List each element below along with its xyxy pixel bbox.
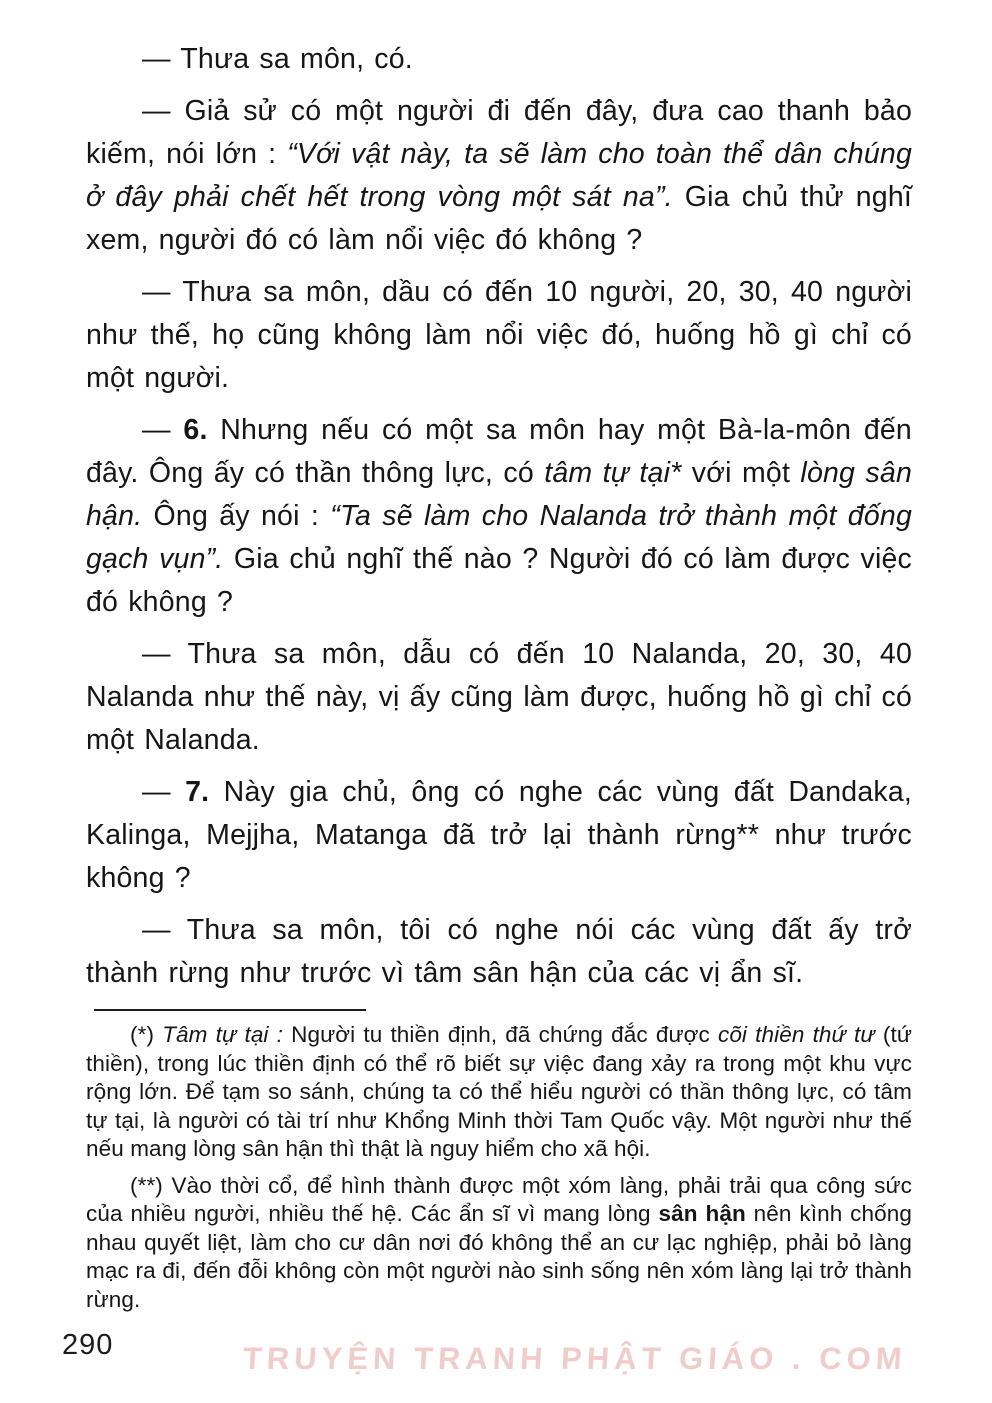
text-run: (*): [130, 1022, 163, 1047]
text-run: Này gia chủ, ông có nghe các vùng đất Dandaka, Kalinga, Mejjha, Matanga đã trở lại thành rừng** như trước không ?: [86, 776, 912, 894]
page-footer: [0, 1323, 992, 1403]
text-run: “Ta sẽ làm cho Nalanda trở thành một đống gạch vụn”.: [86, 500, 913, 575]
text-run: sân hận: [658, 1201, 746, 1226]
text-run: — Thưa sa môn, tôi có nghe nói các vùng đất ấy trở thành rừng như trước vì tâm sân hận của các vị ẩn sĩ.: [86, 914, 912, 989]
footnotes: [86, 1021, 912, 1314]
body-paragraph: [86, 90, 912, 262]
text-run: 6.: [183, 414, 208, 446]
text-run: nên kình chống nhau quyết liệt, làm cho cư dân nơi đó không thể an cư lạc nghiệp, phải bỏ làng mạc ra đi, đến đỗi không còn một người nào sinh sống nên xóm làng lại trở thành rừng.: [86, 1201, 912, 1312]
body-paragraph: [86, 909, 912, 995]
body-paragraph: [86, 633, 912, 762]
text-run: tâm tự tại*: [544, 457, 682, 489]
footnote-separator: [94, 1009, 366, 1011]
text-run: — Thưa sa môn, dầu có đến 10 người, 20, 30, 40 người như thế, họ cũng không làm nổi việc đó, huống hồ gì chỉ có một người.: [86, 276, 912, 394]
text-run: Ông ấy nói :: [142, 500, 331, 532]
text-run: 7.: [185, 776, 210, 808]
text-run: Người tu thiền định, đã chứng đắc được: [283, 1022, 718, 1047]
text-run: —: [142, 414, 184, 446]
text-run: (**) Vào thời cổ, để hình thành được một xóm làng, phải trải qua công sức của nhiều người, nhiều thế hệ. Các ẩn sĩ vì mang lòng: [86, 1172, 912, 1226]
page-number: 290: [62, 1329, 114, 1361]
text-run: “Với vật này, ta sẽ làm cho toàn thể dân chúng ở đây phải chết hết trong vòng một sát na”.: [86, 138, 912, 213]
body-paragraph: [86, 771, 912, 900]
body-text: [86, 38, 912, 995]
body-paragraph: [86, 38, 912, 81]
text-run: cõi thiền thứ tư: [717, 1022, 875, 1047]
text-run: — Giả sử có một người đi đến đây, đưa cao thanh bảo kiếm, nói lớn :: [86, 95, 912, 170]
footnote-paragraph: [86, 1172, 912, 1315]
body-paragraph: [86, 409, 912, 624]
text-run: Nhưng nếu có một sa môn hay một Bà-la-môn đến đây. Ông ấy có thần thông lực, có: [86, 414, 912, 489]
watermark: TRUYỆN TRANH PHẬT GIÁO . COM: [242, 1341, 908, 1376]
text-run: Gia chủ thử nghĩ xem, người đó có làm nổi việc đó không ?: [86, 181, 912, 256]
text-run: Tâm tự tại :: [162, 1022, 284, 1047]
text-run: — Thưa sa môn, dẫu có đến 10 Nalanda, 20, 30, 40 Nalanda như thế này, vị ấy cũng làm được, huống hồ gì chỉ có một Nalanda.: [86, 638, 912, 756]
text-run: với một: [681, 457, 801, 489]
text-run: —: [142, 776, 186, 808]
text-run: (tứ thiền), trong lúc thiền định có thể rõ biết sự việc đang xảy ra trong một khu vực rộng lớn. Để tạm so sánh, chúng ta có thể hiểu người có thần thông lực, có tâm tự tại, là người có tài trí như Khổng Minh thời Tam Quốc vậy. Một người như thế nếu mang lòng sân hận thì thật là nguy hiểm cho xã hội.: [86, 1022, 913, 1161]
text-run: — Thưa sa môn, có.: [142, 43, 413, 75]
text-run: Gia chủ nghĩ thế nào ? Người đó có làm được việc đó không ?: [86, 543, 912, 618]
footnote-paragraph: [86, 1021, 912, 1164]
body-paragraph: [86, 271, 912, 400]
text-run: lòng sân hận.: [86, 457, 912, 532]
